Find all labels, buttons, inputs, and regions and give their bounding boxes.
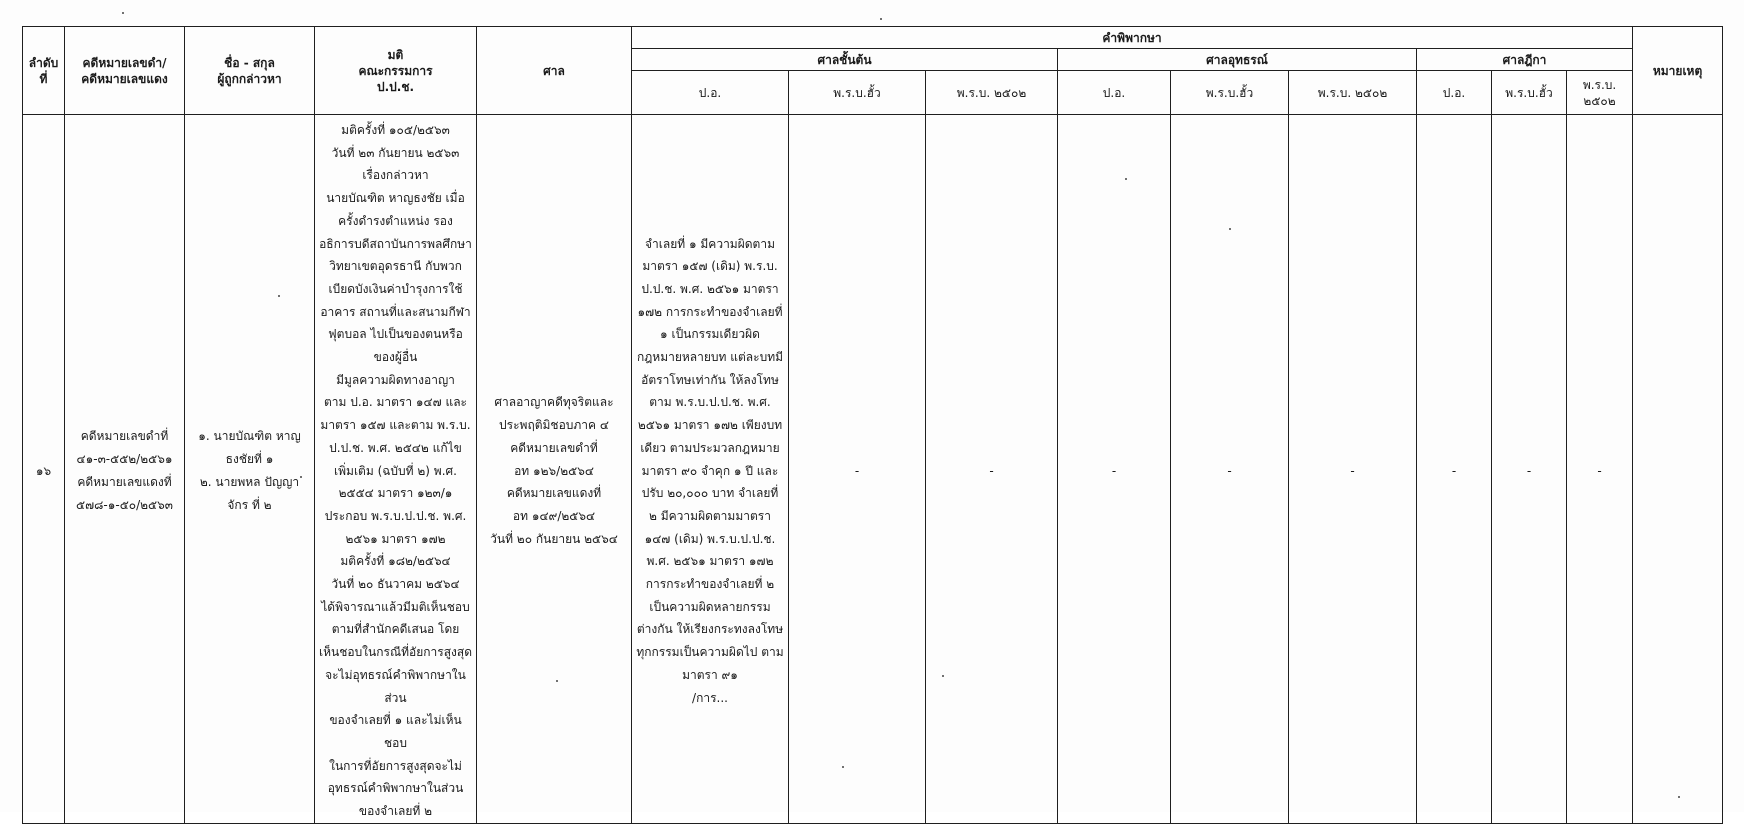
- header-case-number: คดีหมายเลขดำ/ คดีหมายเลขแดง: [65, 27, 185, 115]
- header-court-first-instance: ศาลชั้นต้น: [632, 49, 1058, 71]
- case-table: [22, 26, 1723, 824]
- cell-first-prb-2502: -: [926, 115, 1058, 824]
- header-supreme-prb-2502: พ.ร.บ. ๒๕๐๒: [1567, 71, 1633, 115]
- header-remark: หมายเหตุ: [1633, 27, 1723, 115]
- scan-speck: [1125, 178, 1127, 180]
- cell-appeal-prb-2502: -: [1289, 115, 1417, 824]
- header-accused-name: ชื่อ - สกุล ผู้ถูกกล่าวหา: [185, 27, 315, 115]
- header-court-appeal: ศาลอุทธรณ์: [1058, 49, 1417, 71]
- cell-court: ศาลอาญาคดีทุจริตและ ประพฤติมิชอบภาค ๔ คดีหมายเลขดำที่ อท ๑๒๖/๒๕๖๔ คดีหมายเลขแดงที่ อท ๑๔๙/๒๕๖๔ วันที่ ๒๐ กันยายน ๒๕๖๔: [477, 115, 632, 824]
- header-supreme-po: ป.อ.: [1417, 71, 1492, 115]
- cell-case-number: คดีหมายเลขดำที่ ๔๑-๓-๕๕๒/๒๕๖๑ คดีหมายเลขแดงที่ ๕๗๘-๑-๕๐/๒๕๖๓: [65, 115, 185, 824]
- scan-speck: [556, 680, 558, 682]
- header-judgment: คำพิพากษา: [632, 27, 1633, 49]
- header-nacc-resolution: มติ คณะกรรมการ ป.ป.ช.: [315, 27, 477, 115]
- scan-speck: [278, 295, 280, 297]
- scan-speck: [880, 18, 882, 20]
- table-row: [23, 115, 1723, 824]
- cell-supreme-po: -: [1417, 115, 1492, 824]
- header-first-prb-ua: พ.ร.บ.ฮั้ว: [789, 71, 926, 115]
- header-court: ศาล: [477, 27, 632, 115]
- header-appeal-po: ป.อ.: [1058, 71, 1171, 115]
- cell-supreme-prb-2502: -: [1567, 115, 1633, 824]
- header-appeal-prb-2502: พ.ร.บ. ๒๕๐๒: [1289, 71, 1417, 115]
- cell-appeal-po: -: [1058, 115, 1171, 824]
- cell-nacc-resolution: มติครั้งที่ ๑๐๕/๒๕๖๓ วันที่ ๒๓ กันยายน ๒๕๖๓ เรื่องกล่าวหา นายบัณฑิต หาญธงชัย เมื่อ ครั้งดำรงตำแหน่ง รอง อธิการบดีสถาบันการพลศึกษา วิทยาเขตอุดรธานี กับพวก เบียดบังเงินค่าบำรุงการใช้ อาคาร สถานที่และสนามกีฬา ฟุตบอล ไปเป็นของตนหรือ ของผู้อื่น มีมูลความผิดทางอาญา ตาม ป.อ. มาตรา ๑๔๗ และ มาตรา ๑๕๗ และตาม พ.ร.บ. ป.ป.ช. พ.ศ. ๒๕๔๒ แก้ไข เพิ่มเติม (ฉบับที่ ๒) พ.ศ. ๒๕๕๔ มาตรา ๑๒๓/๑ ประกอบ พ.ร.บ.ป.ป.ช. พ.ศ. ๒๕๖๑ มาตรา ๑๗๒ มติครั้งที่ ๑๘๒/๒๕๖๔ วันที่ ๒๐ ธันวาคม ๒๕๖๔ ได้พิจารณาแล้วมีมติเห็นชอบ ตามที่สำนักคดีเสนอ โดย เห็นชอบในกรณีที่อัยการสูงสุด จะไม่อุทธรณ์คำพิพากษาในส่วน ของจำเลยที่ ๑ และไม่เห็นชอบ ในการที่อัยการสูงสุดจะไม่ อุทธรณ์คำพิพากษาในส่วน ของจำเลยที่ ๒: [315, 115, 477, 824]
- scan-speck: [300, 476, 302, 478]
- header-supreme-prb-ua: พ.ร.บ.ฮั้ว: [1492, 71, 1567, 115]
- cell-remark: [1633, 115, 1723, 824]
- cell-no: ๑๖: [23, 115, 65, 824]
- scan-speck: [942, 675, 944, 677]
- scan-speck: [842, 766, 844, 768]
- scan-speck: [1229, 228, 1231, 230]
- header-first-po: ป.อ.: [632, 71, 789, 115]
- header-first-prb-2502: พ.ร.บ. ๒๕๐๒: [926, 71, 1058, 115]
- cell-appeal-prb-ua: -: [1171, 115, 1289, 824]
- scan-speck: [122, 12, 124, 14]
- header-court-supreme: ศาลฎีกา: [1417, 49, 1633, 71]
- cell-first-po: จำเลยที่ ๑ มีความผิดตาม มาตรา ๑๕๗ (เดิม) พ.ร.บ. ป.ป.ช. พ.ศ. ๒๕๖๑ มาตรา ๑๗๒ การกระทำของจำเลยที่ ๑ เป็นกรรมเดียวผิด กฎหมายหลายบท แต่ละบทมี อัตราโทษเท่ากัน ให้ลงโทษ ตาม พ.ร.บ.ป.ป.ช. พ.ศ. ๒๕๖๑ มาตรา ๑๗๒ เพียงบท เดียว ตามประมวลกฎหมาย มาตรา ๙๐ จำคุก ๑ ปี และ ปรับ ๒๐,๐๐๐ บาท จำเลยที่ ๒ มีความผิดตามมาตรา ๑๔๗ (เดิม) พ.ร.บ.ป.ป.ช. พ.ศ. ๒๕๖๑ มาตรา ๑๗๒ การกระทำของจำเลยที่ ๒ เป็นความผิดหลายกรรม ต่างกัน ให้เรียงกระทงลงโทษ ทุกกรรมเป็นความผิดไป ตาม มาตรา ๙๑ /การ...: [632, 115, 789, 824]
- cell-supreme-prb-ua: -: [1492, 115, 1567, 824]
- cell-first-prb-ua: -: [789, 115, 926, 824]
- header-appeal-prb-ua: พ.ร.บ.ฮั้ว: [1171, 71, 1289, 115]
- header-no: ลำดับ ที่: [23, 27, 65, 115]
- scan-speck: [1678, 796, 1680, 798]
- cell-accused-name: ๑. นายบัณฑิต หาญ ธงชัยที่ ๑ ๒. นายพหล ปัญญา จักร ที่ ๒: [185, 115, 315, 824]
